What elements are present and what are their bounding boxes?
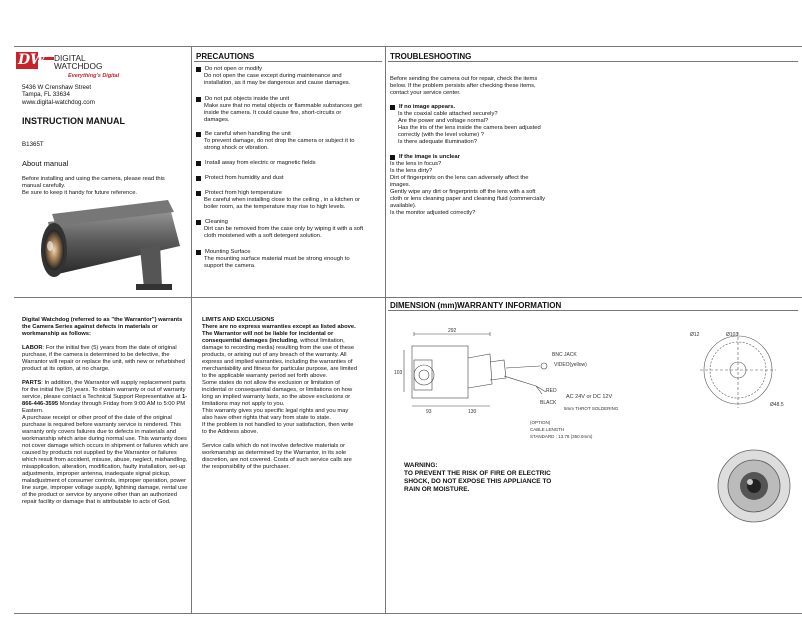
logo-brand: DIGITAL WATCHDOG bbox=[54, 53, 103, 71]
precaution-item bbox=[196, 190, 368, 211]
parts-label: PARTS bbox=[22, 380, 42, 386]
precaution-head: Protect from high temperature bbox=[205, 190, 283, 196]
precaution-item bbox=[196, 96, 368, 124]
warning-block bbox=[404, 462, 560, 494]
limits-column bbox=[202, 317, 358, 471]
precaution-body: The mounting surface material must be strong enough to support the camera. bbox=[204, 256, 350, 269]
limits-p2-bold: The Warrantor will not be liable for incidental or consequential damages (including bbox=[202, 331, 334, 344]
precaution-head: Do not open or modify bbox=[205, 66, 263, 72]
column-divider-1 bbox=[191, 46, 192, 614]
limits-p3: Some states do not allow the exclusion or limitation of incidental or consequential damages, or limitations on how long an implied warranty lasts, so the above exclusions or limitations may not apply to you. bbox=[202, 380, 353, 407]
bnc-label: BNC JACK bbox=[552, 352, 577, 358]
trouble-group bbox=[390, 154, 548, 217]
trouble-line: Has the iris of the lens inside the camera been adjusted correctly (with the level volume) ? bbox=[398, 125, 541, 138]
precaution-body: Do not open the case except during maintenance and installation, as it may be dangerous and cause damages. bbox=[204, 73, 351, 86]
limits-p4: This warranty gives you specific legal rights and you may also have other rights that vary from state to state. bbox=[202, 408, 349, 421]
bullet-icon bbox=[196, 161, 201, 166]
lens-front-diagram bbox=[710, 444, 800, 524]
bullet-icon bbox=[196, 191, 201, 196]
trouble-line: Gently wipe any dirt or fingerprints off the lens with a soft cloth or lens cleaning paper and cleaning fluid (commercially available). bbox=[390, 189, 545, 209]
address-line: Tampa, FL 33634 bbox=[22, 91, 70, 99]
precaution-head: Do not put objects inside the unit bbox=[205, 96, 290, 102]
power-label: AC 24V or DC 12V bbox=[566, 394, 613, 400]
manual-title: INSTRUCTION MANUAL bbox=[22, 116, 125, 126]
bullet-icon bbox=[196, 132, 201, 137]
website-link[interactable]: www.digital-watchdog.com bbox=[22, 98, 95, 106]
trouble-line: Is the lens in focus? bbox=[390, 161, 442, 167]
precaution-item bbox=[196, 249, 368, 270]
red-wire-label: RED bbox=[546, 388, 557, 394]
warning-text: TO PREVENT THE RISK OF FIRE OR ELECTRIC SHOCK, DO NOT EXPOSE THIS APPLIANCE TO RAIN OR MOISTURE. bbox=[404, 470, 552, 493]
trouble-line: Is the monitor adjusted correctly? bbox=[390, 210, 476, 216]
precaution-head: Protect from humidity and dust bbox=[205, 175, 284, 181]
bullet-icon bbox=[196, 220, 201, 225]
model-number: B1365T bbox=[22, 141, 44, 148]
standard-label: STANDARD : 13.78 (350.0mm) bbox=[530, 434, 593, 439]
support-phone[interactable]: 1-866-446-3595 bbox=[22, 394, 188, 407]
logo-monogram: DW bbox=[18, 52, 46, 68]
about-text-body: Before installing and using the camera, please read this manual carefully. Be sure to keep it handy for future reference. bbox=[22, 176, 165, 196]
bullet-icon bbox=[196, 250, 201, 255]
troubleshooting-intro: Before sending the camera out for repair, check the items below. If the problem persists after checking these items, contact your service center. bbox=[390, 76, 538, 96]
dim-left-label: 103 bbox=[394, 370, 403, 376]
d3-label: Ø48.5 bbox=[770, 402, 784, 408]
precaution-item bbox=[196, 160, 368, 167]
cable-label: CABLE LENGTH bbox=[530, 427, 565, 432]
logo-tagline: Everything's Digital bbox=[68, 73, 120, 79]
dimension-title: DIMENSION (mm)WARRANTY INFORMATION bbox=[388, 301, 798, 311]
trouble-line: Dirt of fingerprints on the lens can adversely affect the images. bbox=[390, 175, 529, 188]
precaution-item bbox=[196, 131, 368, 152]
d1-label: Ø12 bbox=[690, 332, 700, 338]
trouble-line: Is the coaxial cable attached securely? bbox=[398, 111, 498, 117]
trouble-group bbox=[390, 104, 550, 146]
precaution-head: Mounting Surface bbox=[205, 249, 251, 255]
bullet-icon bbox=[390, 155, 395, 160]
option-label: (OPTION) bbox=[530, 420, 551, 425]
labor-label: LABOR bbox=[22, 345, 43, 351]
about-text bbox=[22, 176, 182, 197]
column-divider-2 bbox=[385, 46, 386, 614]
trouble-line: Is the lens dirty? bbox=[390, 168, 433, 174]
trouble-line: Are the power and voltage normal? bbox=[398, 118, 489, 124]
warranty-brand: Digital Watchdog bbox=[22, 317, 70, 323]
brand-logo bbox=[16, 51, 126, 81]
warning-title: WARNING: bbox=[404, 462, 438, 469]
precaution-item bbox=[196, 219, 368, 240]
limits-heading: LIMITS AND EXCLUSIONS bbox=[202, 317, 275, 323]
precaution-body: Dirt can be removed from the case only by wiping it with a soft cloth moistened with a soft detergent solution. bbox=[204, 226, 364, 239]
bullet-icon bbox=[196, 67, 201, 72]
lens-front-photo bbox=[710, 444, 800, 524]
limits-p2-text: , without limitation, damage to recording media) resulting from the use of these products, or arising out of any breach of the warranty. All express and implied warranties, including the warranties of merchantability and fitness for particular purpose, are limited to the applicable warranty period set forth above. bbox=[202, 338, 357, 379]
warranty-details: A purchase receipt or other proof of the date of the original purchase is required before warranty service is rendered. This warranty only covers failures due to defects in materials and workmanship which arise during normal use. This warranty does not cover damage which occurs in shipment or failures which are caused by products not supplied by the Warrantor or failures which result from accident, misuse, abuse, neglect, mishandling, misapplication, alteration, modification, faulty installation, set-up adjustments, improper antenna, inadequate signal pickup, maladjustment of consumer controls, improper operation, power line surge, improper voltage supply, lightning damage, rental use of the product or service by anyone other than an authorized repair facility or damage that is attributable to acts of God. bbox=[22, 415, 189, 505]
labor-text: : For the initial five (5) years from the date of original purchase, if the camera is determined to be defective, the Warrantor will repair or replace the unit, with new or refurbished product at its option, at no charge. bbox=[22, 345, 185, 372]
warranty-intro-text: (referred to as "the Warrantor") warrants the Camera Series against defects in materials or workmanship as follows: bbox=[22, 317, 183, 337]
dim-b1-label: 93 bbox=[426, 409, 432, 415]
black-wire-label: BLACK bbox=[540, 400, 557, 406]
limits-p5: If the problem is not handled to your satisfaction, then write to the Address above. bbox=[202, 422, 354, 435]
precaution-body: To prevent damage, do not drop the camera or subject it to strong shock or vibration. bbox=[204, 138, 355, 151]
about-heading: About manual bbox=[22, 159, 69, 168]
d2-label: Ø103 bbox=[726, 332, 739, 338]
video-label: VIDEO(yellow) bbox=[554, 362, 587, 368]
fold-line bbox=[14, 297, 802, 298]
company-address bbox=[22, 84, 95, 106]
precaution-body: Be careful when installing close to the ceiling , in a kitchen or boiler room, as the temperature may rise to high levels. bbox=[204, 197, 360, 210]
warranty-intro bbox=[22, 317, 190, 338]
bullet-camera-photo bbox=[30, 200, 190, 292]
parts-text-a: : In addition, the Warrantor will supply replacement parts for the initial five (5) years. To obtain warranty or out of warranty service, please contact a Technical Support Representative at bbox=[22, 380, 186, 400]
dimension-drawing bbox=[390, 326, 680, 448]
trouble-head: If no image appears. bbox=[399, 104, 456, 110]
bullet-icon bbox=[196, 176, 201, 181]
front-view-drawing bbox=[690, 326, 800, 426]
dim-top-label: 292 bbox=[448, 328, 457, 334]
front-view-diagram bbox=[690, 326, 800, 426]
precaution-head: Cleaning bbox=[205, 219, 228, 225]
side-view-diagram bbox=[390, 326, 680, 448]
trouble-line: Is there adequate illumination? bbox=[398, 139, 477, 145]
precaution-item bbox=[196, 66, 368, 87]
limits-p1: There are no express warranties except as listed above. bbox=[202, 324, 356, 330]
trouble-head: If the image is unclear bbox=[399, 154, 460, 160]
precautions-title: PRECAUTIONS bbox=[194, 52, 382, 62]
limits-p6: Service calls which do not involve defective materials or workmanship as determined by the Warrantor, in its sole discretion, are not covered. Costs of such service calls are the responsibility of the purchaser. bbox=[202, 443, 352, 470]
solder-label: 5mm THROT SOLDERING bbox=[564, 406, 619, 411]
warranty-labor bbox=[22, 345, 190, 373]
bullet-icon bbox=[196, 97, 201, 102]
troubleshooting-title: TROUBLESHOOTING bbox=[388, 52, 798, 62]
warranty-column bbox=[22, 317, 190, 506]
precaution-head: Be careful when handling the unit bbox=[205, 131, 291, 137]
bullet-icon bbox=[390, 105, 395, 110]
dim-b2-label: 130 bbox=[468, 409, 477, 415]
address-line: 5436 W Crenshaw Street bbox=[22, 84, 92, 91]
parts-text-b: Monday through Friday from 9:00 AM to 5:00 PM Eastern. bbox=[22, 401, 186, 414]
precaution-item bbox=[196, 175, 368, 182]
precaution-head: Install away from electric or magnetic fields bbox=[205, 160, 316, 166]
warranty-parts bbox=[22, 380, 190, 415]
precaution-body: Make sure that no metal objects or flammable substances get inside the camera. It could cause fire, short-circuits or damages. bbox=[204, 103, 362, 123]
camera-image bbox=[30, 200, 190, 292]
